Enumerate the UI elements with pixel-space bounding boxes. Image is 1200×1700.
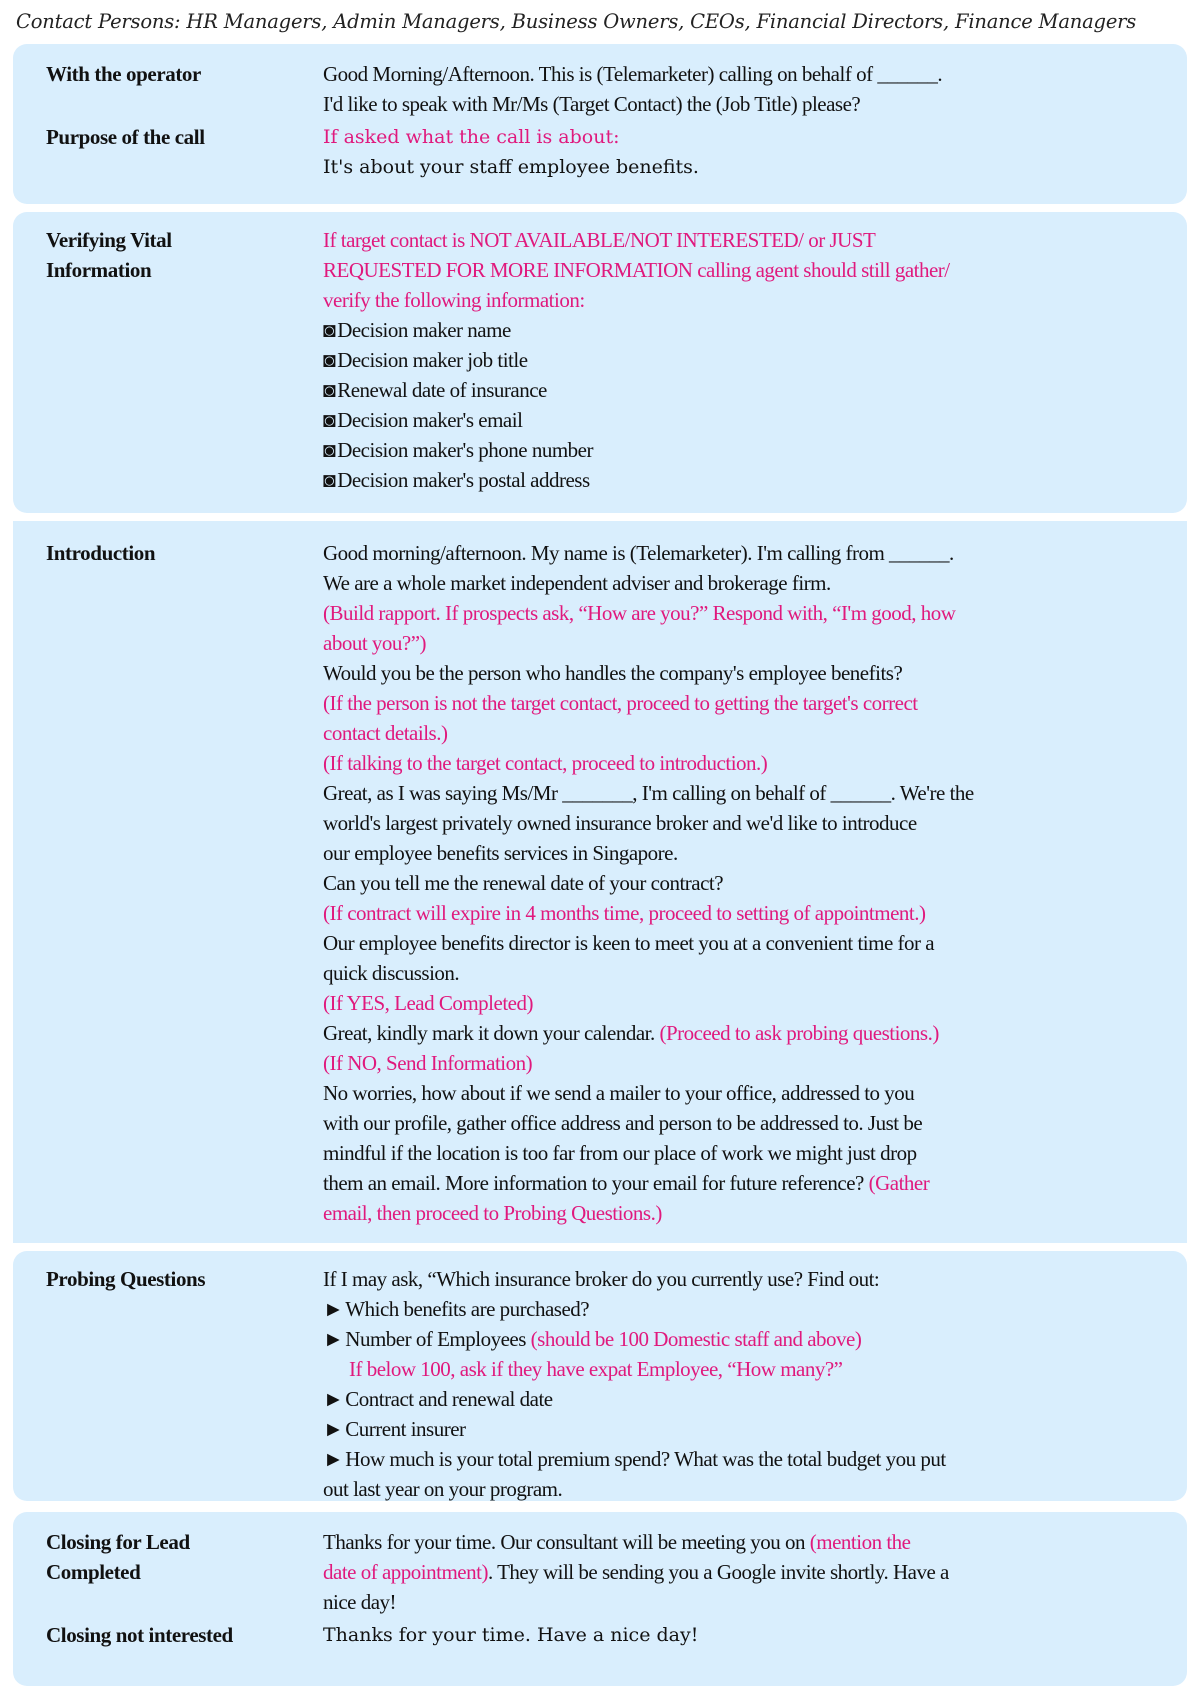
probing-content [323,1264,1083,1504]
purpose-label: Purpose of the call [46,125,205,149]
operator-line: I'd like to speak with Mr/Ms (Target Contact) the (Job Title) please? [323,92,861,116]
closing-not-interested-script [323,1620,1083,1650]
probing-note: (should be 100 Domestic staff and above) [530,1327,862,1351]
square-bullet-icon: ◙ [323,408,336,432]
operator-line: Good Morning/Afternoon. This is (Telemarketer) calling on behalf of ______. [323,62,943,86]
verify-item [323,465,1083,495]
intro-line [323,1168,1083,1198]
intro-note: (If contract will expire in 4 months time, proceed to setting of appointment.) [323,901,926,925]
intro-line [323,1018,1083,1048]
verify-item [323,405,1083,435]
closing-lead-label [46,1527,306,1587]
introduction-script [323,538,1083,1228]
square-bullet-icon: ◙ [323,318,336,342]
probing-label: Probing Questions [46,1267,206,1291]
intro-line: quick discussion. [323,961,460,985]
introduction-section [13,521,1187,1243]
intro-line: No worries, how about if we send a mailer to your office, addressed to you [323,1081,915,1105]
intro-note: email, then proceed to Probing Questions.) [323,1201,662,1225]
operator-script [323,59,1083,119]
probing-item [323,1384,1083,1414]
verify-item [323,345,1083,375]
closing-lead-label-line: Closing for Lead [46,1530,190,1554]
closing-line [323,1557,1083,1587]
square-bullet-icon: ◙ [323,348,336,372]
verify-item-text: Renewal date of insurance [337,378,547,402]
closing-line-text: . They will be sending you a Google invite shortly. Have a [487,1560,949,1584]
triangle-bullet-icon: ► [323,1417,344,1441]
verifying-note: If target contact is NOT AVAILABLE/NOT INTERESTED/ or JUST [323,228,876,252]
probing-intro: If I may ask, “Which insurance broker do you currently use? Find out: [323,1267,880,1291]
intro-line: Would you be the person who handles the company's employee benefits? [323,661,903,685]
probing-item [323,1414,1083,1444]
verify-item-text: Decision maker's email [337,408,523,432]
probing-item-text: Contract and renewal date [345,1387,553,1411]
operator-purpose-section [13,44,1187,204]
intro-line: Good morning/afternoon. My name is (Telemarketer). I'm calling from ______. [323,541,954,565]
intro-note: (Gather [868,1171,930,1195]
triangle-bullet-icon: ► [323,1447,344,1471]
intro-line: world's largest privately owned insurance broker and we'd like to introduce [323,811,917,835]
probing-item [323,1324,1083,1354]
intro-line-text: them an email. More information to your email for future reference? [323,1171,869,1195]
intro-line: Our employee benefits director is keen to meet you at a convenient time for a [323,931,935,955]
intro-note: (If YES, Lead Completed) [323,991,533,1015]
verify-item-text: Decision maker's postal address [337,468,590,492]
verify-item-text: Decision maker name [337,318,511,342]
probing-item-text: Current insurer [345,1417,466,1441]
triangle-bullet-icon: ► [323,1387,344,1411]
intro-note: contact details.) [323,721,448,745]
verifying-label-line: Information [46,258,152,282]
verifying-note: verify the following information: [323,288,585,312]
verifying-note: REQUESTED FOR MORE INFORMATION calling agent should still gather/ [323,258,950,282]
contact-persons-header: Contact Persons: HR Managers, Admin Managers, Business Owners, CEOs, Financial Directors, Finance Managers [16,10,1137,33]
verify-item [323,435,1083,465]
purpose-note: If asked what the call is about: [323,126,620,148]
closing-note: date of appointment) [323,1560,488,1584]
purpose-line: It's about your staff employee benefits. [323,156,699,178]
triangle-bullet-icon: ► [323,1327,344,1351]
triangle-bullet-icon: ► [323,1297,344,1321]
operator-label: With the operator [46,62,201,86]
verifying-label [46,225,306,285]
closing-line: nice day! [323,1590,397,1614]
closing-line-text: Thanks for your time. Our consultant will be meeting you on [323,1530,810,1554]
verify-item [323,315,1083,345]
probing-item-text: How much is your total premium spend? What was the total budget you put [345,1447,946,1471]
intro-line: mindful if the location is too far from our place of work we might just drop [323,1141,917,1165]
intro-line: Can you tell me the renewal date of your contract? [323,871,724,895]
probing-item [323,1444,1083,1474]
closing-section [13,1512,1187,1686]
closing-note: (mention the [809,1530,911,1554]
intro-line-text: Great, kindly mark it down your calendar. [323,1021,660,1045]
probing-item-text: Which benefits are purchased? [345,1297,590,1321]
intro-note: (If talking to the target contact, proceed to introduction.) [323,751,768,775]
probing-item-continued: out last year on your program. [323,1477,563,1501]
intro-note: (Build rapport. If prospects ask, “How are you?” Respond with, “I'm good, how [323,601,956,625]
closing-line [323,1527,1083,1557]
square-bullet-icon: ◙ [323,378,336,402]
intro-line: We are a whole market independent adviser and brokerage firm. [323,571,831,595]
intro-line: Great, as I was saying Ms/Mr _______, I'm calling on behalf of ______. We're the [323,781,974,805]
intro-note: (If the person is not the target contact, proceed to getting the target's correct [323,691,918,715]
closing-not-interested-label: Closing not interested [46,1623,233,1647]
closing-lead-script [323,1527,1083,1617]
probing-item [323,1294,1083,1324]
intro-note: (If NO, Send Information) [323,1051,533,1075]
probing-section [13,1251,1187,1501]
square-bullet-icon: ◙ [323,468,336,492]
verify-item [323,375,1083,405]
verifying-label-line: Verifying Vital [46,228,172,252]
intro-line: our employee benefits services in Singapore. [323,841,678,865]
closing-not-interested-line: Thanks for your time. Have a nice day! [323,1624,699,1646]
probing-note: If below 100, ask if they have expat Employee, “How many?” [349,1357,843,1381]
intro-note: about you?”) [323,631,427,655]
verifying-section [13,212,1187,513]
verify-item-text: Decision maker's phone number [337,438,593,462]
closing-lead-label-line: Completed [46,1560,141,1584]
verify-item-text: Decision maker job title [337,348,528,372]
probing-item-text: Number of Employees [345,1327,531,1351]
introduction-label: Introduction [46,541,156,565]
intro-note: (Proceed to ask probing questions.) [659,1021,939,1045]
verifying-content [323,225,1083,495]
purpose-script [323,122,1083,182]
square-bullet-icon: ◙ [323,438,336,462]
intro-line: with our profile, gather office address and person to be addressed to. Just be [323,1111,923,1135]
